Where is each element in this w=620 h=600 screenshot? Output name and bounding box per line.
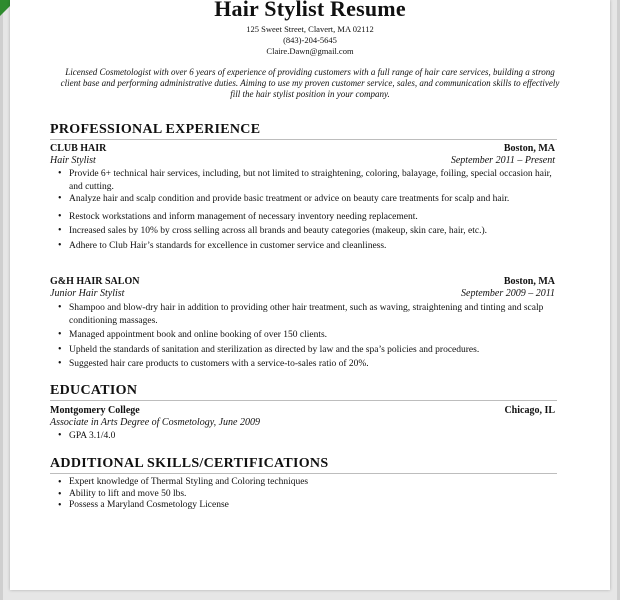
list-item: • Upheld the standards of sanitation and sterilization as directed by law and the spa’s policies and procedures. <box>50 344 560 357</box>
contact-address: 125 Sweet Street, Clavert, MA 02112 <box>246 24 374 34</box>
school-name: Montgomery College <box>50 405 140 416</box>
job-subheader <box>50 288 555 300</box>
list-item: • Adhere to Club Hair’s standards for excellence in customer service and cleanliness. <box>50 240 560 253</box>
section-heading-experience: PROFESSIONAL EXPERIENCE <box>50 122 557 140</box>
contact-email: Claire.Dawn@gmail.com <box>266 46 354 56</box>
degree: Associate in Arts Degree of Cosmetology, June 2009 <box>50 417 260 428</box>
school-location: Chicago, IL <box>504 405 555 416</box>
job-location: Boston, MA <box>503 143 555 154</box>
list-item: • Analyze hair and scalp condition and provide basic treatment or advice on beauty care treatments for scalp and hair. <box>50 193 560 206</box>
education-bullets <box>50 430 560 443</box>
resume-title: Hair Stylist Resume <box>214 0 406 21</box>
education-subheader <box>50 417 555 429</box>
job-bullets <box>50 302 560 371</box>
list-item: • Shampoo and blow-dry hair in addition to providing other hair treatment, such as waving, straightening and tinting and scalp conditioning massages. <box>50 302 560 327</box>
job-location: Boston, MA <box>503 276 555 287</box>
job-company: CLUB HAIR <box>50 143 107 154</box>
skills-bullets <box>50 477 560 512</box>
job-header <box>50 276 555 288</box>
section-heading-education: EDUCATION <box>50 383 557 401</box>
list-item: • Possess a Maryland Cosmetology License <box>50 500 560 512</box>
resume-page <box>10 0 610 590</box>
list-item: • Restock workstations and inform management of necessary inventory needing replacement. <box>50 211 560 224</box>
job-subheader <box>50 155 555 167</box>
list-item: • Managed appointment book and online booking of over 150 clients. <box>50 329 560 342</box>
job-title: Junior Hair Stylist <box>50 288 125 299</box>
job-dates: September 2011 – Present <box>450 155 555 166</box>
summary-paragraph: Licensed Cosmetologist with over 6 years of experience of providing customers with a full range of hair care services, building a strong client base and performing administrative duties. Aiming to use my proven customer service, sales, and communication skills to effectively fill the hair stylist position in your company. <box>60 67 560 99</box>
job-dates: September 2009 – 2011 <box>461 288 555 299</box>
job-company: G&H HAIR SALON <box>50 276 140 287</box>
education-header <box>50 405 555 417</box>
job-header <box>50 143 555 155</box>
list-item: • Provide 6+ technical hair services, including, but not limited to straightening, coloring, balayage, foiling, special occasion hair, and cutting. <box>50 168 560 193</box>
job-title: Hair Stylist <box>50 155 96 166</box>
list-item: • Expert knowledge of Thermal Styling and Coloring techniques <box>50 477 560 489</box>
job-bullets <box>50 168 560 252</box>
section-heading-skills: ADDITIONAL SKILLS/CERTIFICATIONS <box>50 456 557 474</box>
list-item: • Increased sales by 10% by cross selling across all brands and beauty categories (makeup, skin care, hair, etc.). <box>50 225 560 238</box>
list-item: • GPA 3.1/4.0 <box>50 430 560 443</box>
list-item: • Ability to lift and move 50 lbs. <box>50 489 560 501</box>
contact-phone: (843)-204-5645 <box>283 35 337 45</box>
list-item: • Suggested hair care products to customers with a service-to-sales ratio of 20%. <box>50 358 560 371</box>
